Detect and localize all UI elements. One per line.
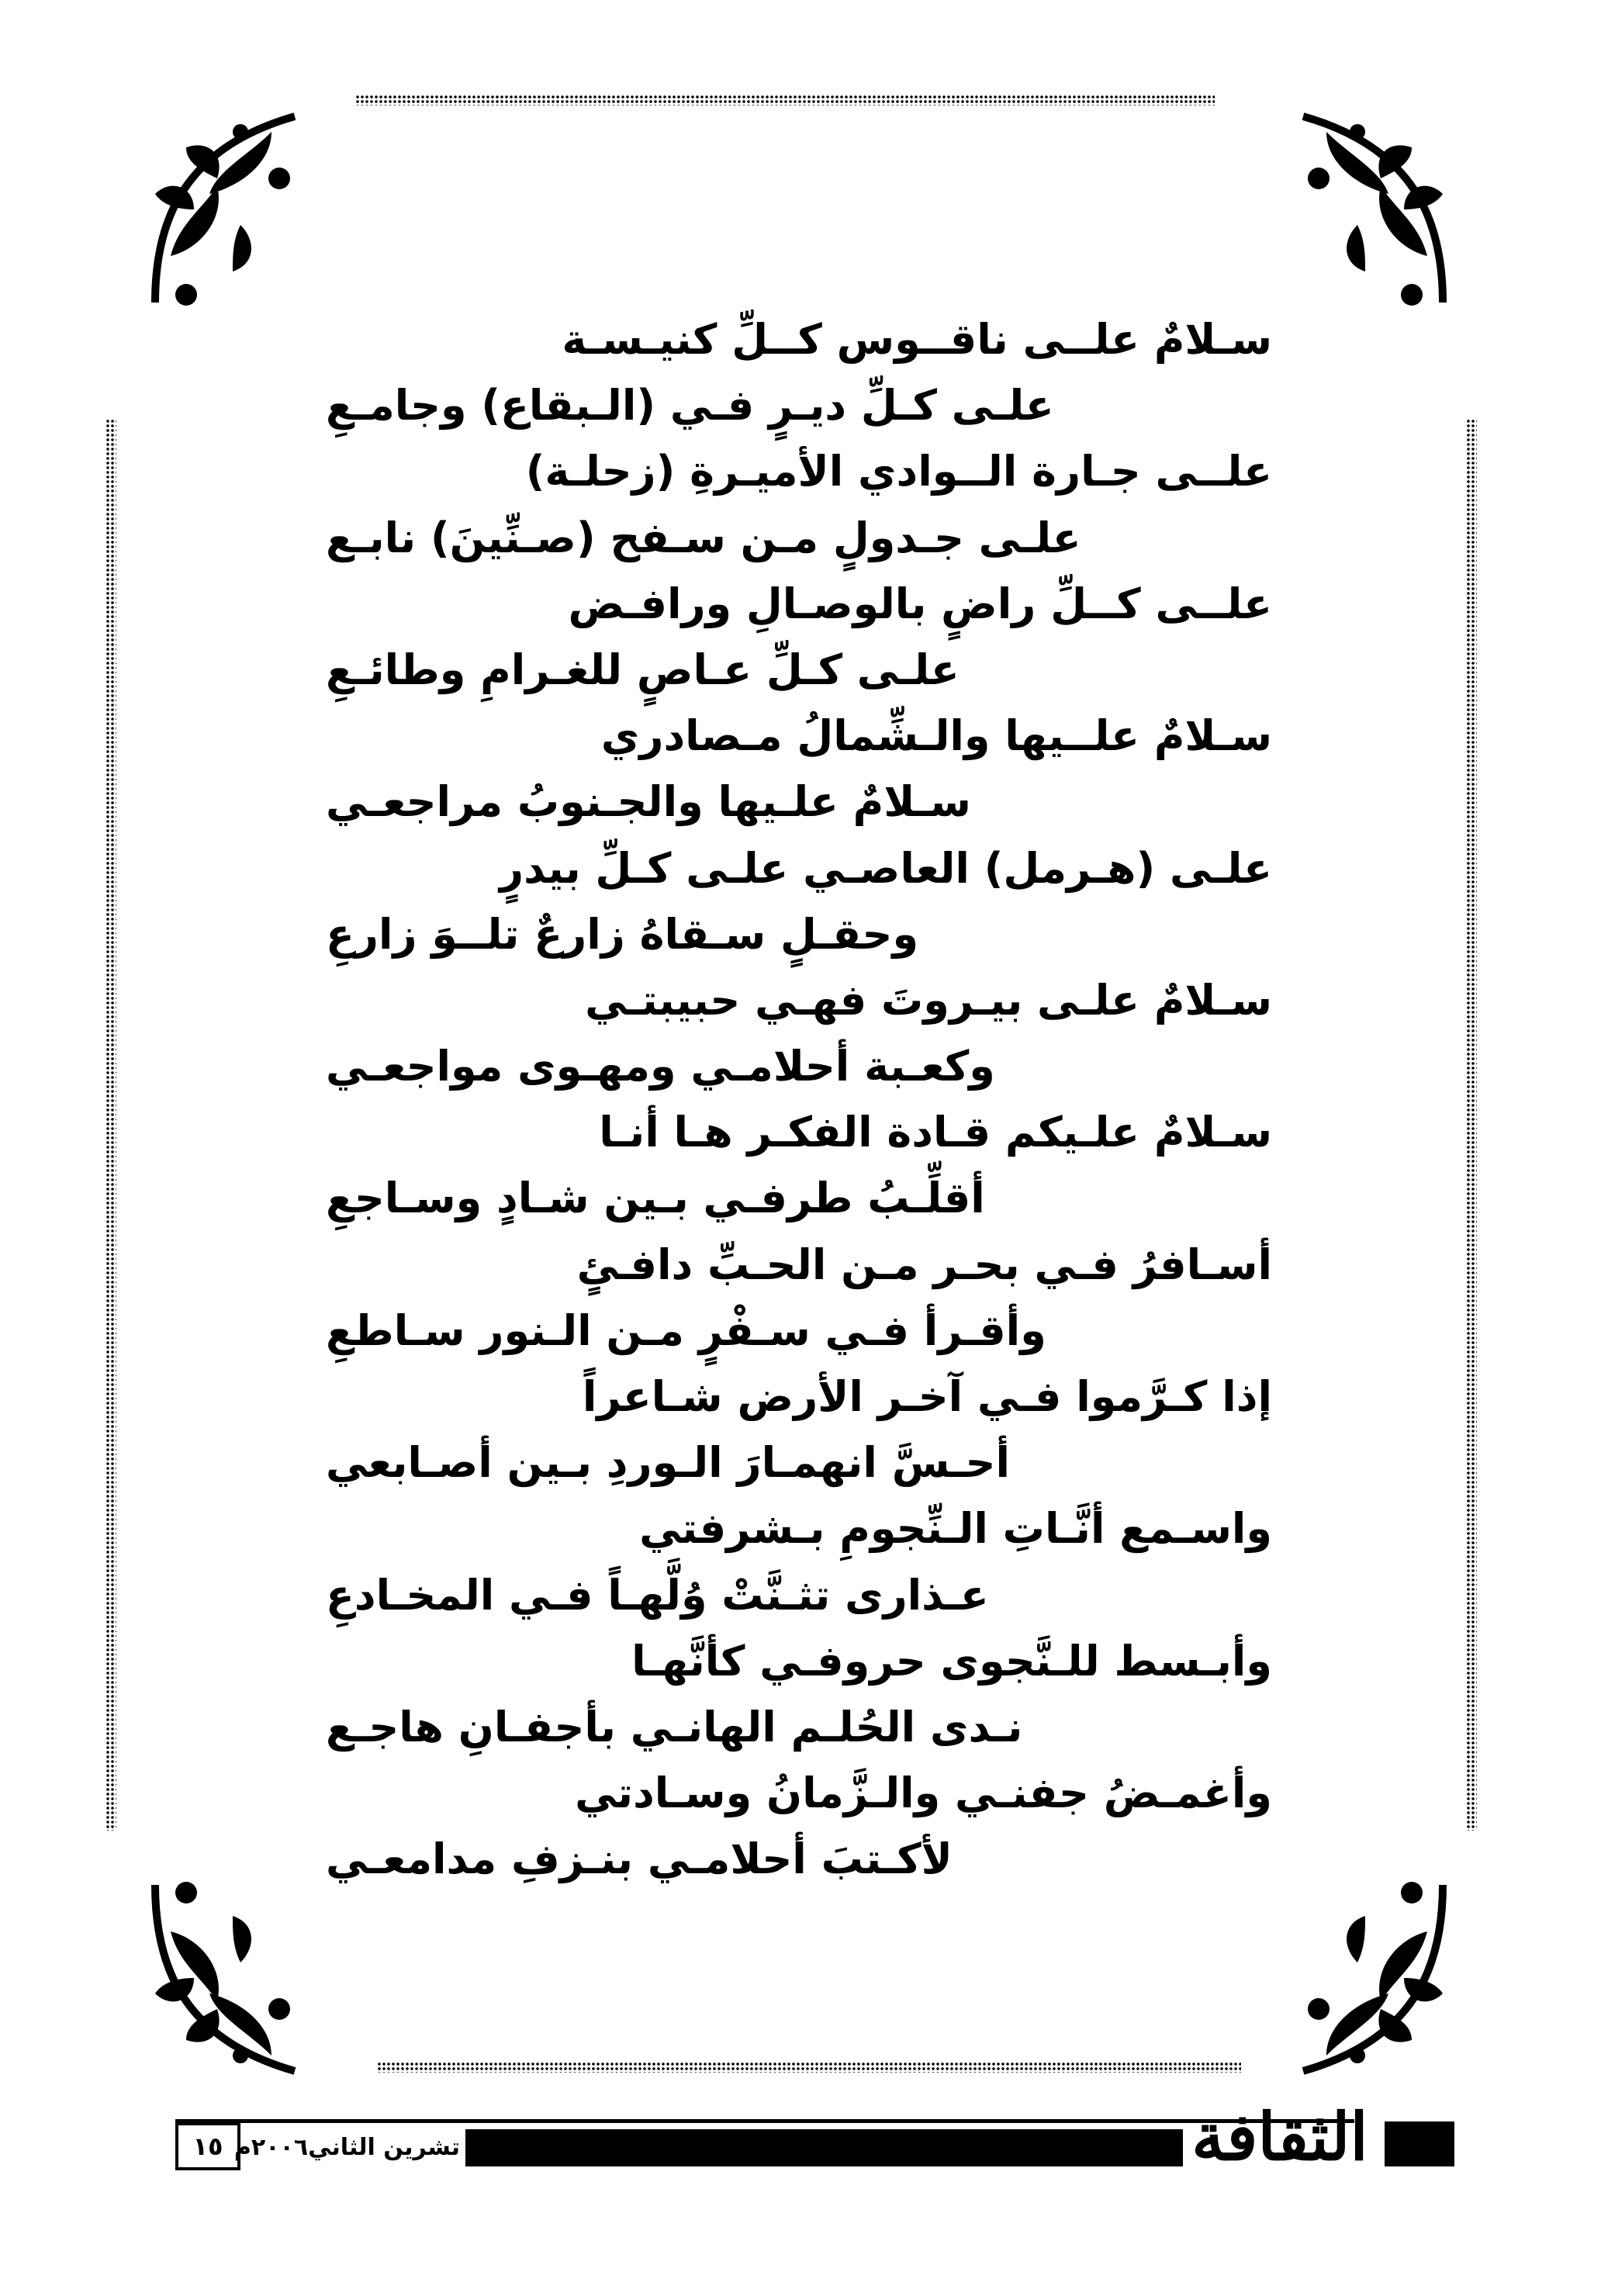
poem-line: سـلامٌ علــى ناقــوس كــلِّ كنيـسـة: [562, 315, 1272, 364]
poem-line: سـلامٌ علــيها والـشِّمالُ مـصادري: [600, 711, 1272, 761]
poem-line: أسـافرُ فـي بحـر مـن الحـبِّ دافـئٍ: [576, 1240, 1272, 1289]
poem-line: وأبـسط للـنَّجوى حروفـي كأنَّهـا: [631, 1636, 1272, 1686]
magazine-title: الثقافة: [1191, 2098, 1368, 2175]
poem-line: وحقـلٍ سـقاهُ زارعٌ تلــوَ زارعِ: [326, 909, 919, 959]
poem-line: أحـسَّ انهمـارَ الـوردِ بـين أصـابعي: [326, 1438, 1010, 1488]
poem-line: واسـمع أنَّـاتِ الـنِّجومِ بـشرفتي: [639, 1504, 1272, 1554]
poem-line: سـلامٌ علـيكم قـادة الفكـر هـا أنـا: [599, 1108, 1272, 1157]
issue-date: تشرين الثاني٢٠٠٦م: [233, 2134, 460, 2161]
footer-black-bar: [465, 2129, 1183, 2166]
poem-line: علـى كـلِّ عـاصٍ للغـرامِ وطائـعِ: [326, 645, 960, 694]
poem-line: نـدى الحُلـم الهانـي بأجفـانِ هاجـع: [326, 1702, 1023, 1751]
top-dotted-border: [355, 95, 1215, 105]
poem-line: علــى كــلِّ راضٍ بالوصـالِ ورافـض: [568, 579, 1272, 628]
floral-corner-icon: [1280, 1869, 1458, 2087]
poem-line: علـى (هـرمل) العاصـي علـى كـلِّ بيدرٍ: [500, 843, 1272, 893]
poem-body: [326, 306, 1272, 1893]
page-number: ١٥: [175, 2122, 240, 2170]
left-dotted-border: [105, 419, 116, 1831]
footer-black-bar: [1385, 2121, 1454, 2166]
poem-line: علـى كـلِّ ديـرٍ فـي (الـبقاع) وجامـعِ: [326, 381, 1054, 430]
poem-line: وكعـبة أحلامـي ومهـوى مواجعـي: [326, 1042, 995, 1091]
poem-line: لأكـتبَ أحلامـي بنـزفِ مدامعـي: [326, 1834, 953, 1884]
poem-line: وأقـرأ فـي سـفْرٍ مـن الـنور سـاطعِ: [326, 1305, 1046, 1355]
poem-line: سـلامٌ علـى بيـروتَ فهـي حبيبتـي: [585, 975, 1272, 1025]
floral-corner-icon: [140, 1869, 318, 2087]
poem-line: أقلِّـبُ طرفـي بـين شـادٍ وسـاجعِ: [326, 1174, 985, 1223]
floral-corner-icon: [140, 101, 318, 318]
right-dotted-border: [1466, 419, 1477, 1831]
poem-line: سـلامٌ علـيها والجـنوبُ مراجعـي: [326, 777, 971, 827]
floral-corner-icon: [1280, 101, 1458, 318]
poem-line: علــى جـارة الــوادي الأميـرةِ (زحلـة): [525, 447, 1272, 496]
poem-line: علـى جـدولٍ مـن سـفح (صـنِّينَ) نابـع: [326, 513, 1081, 562]
poem-line: عـذارى تثـنَّتْ وُلَّهـاً فـي المخـادعِ: [326, 1570, 989, 1620]
poem-line: وأغمـضُ جفنـي والـزَّمانُ وسـادتي: [575, 1769, 1272, 1818]
poem-line: إذا كـرَّموا فـي آخـر الأرض شـاعراً: [582, 1372, 1272, 1421]
bottom-dotted-border: [377, 2062, 1241, 2073]
footer-rule: [175, 2119, 1354, 2123]
